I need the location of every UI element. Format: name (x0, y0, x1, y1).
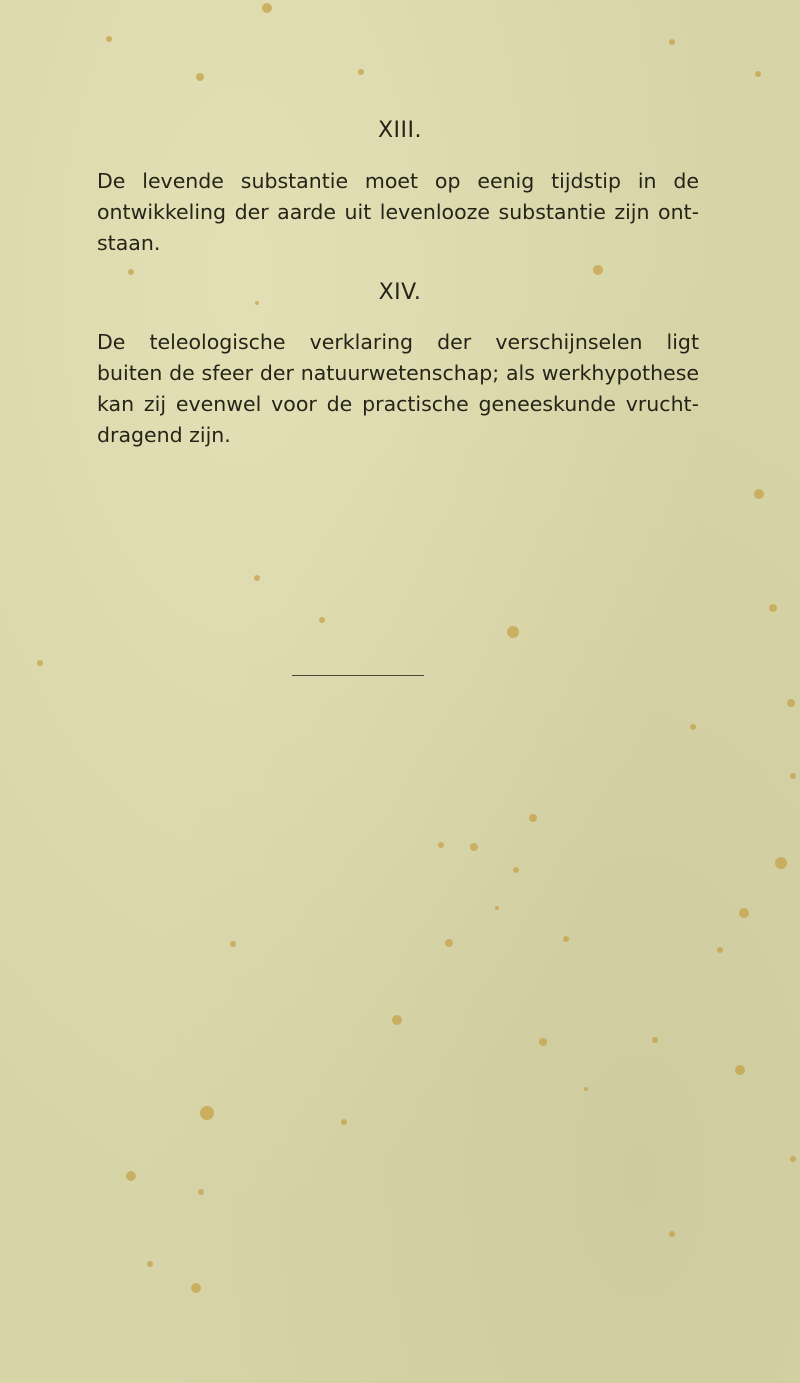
paragraph-line: ontwikkeling der aarde uit levenlooze substantie zijn ont- (97, 200, 699, 224)
paragraph-line: buiten de sfeer der natuurwetenschap; als werkhypothese (97, 361, 699, 385)
horizontal-rule (292, 675, 424, 676)
paragraph-line: De teleologische verklaring der verschijnselen ligt (97, 330, 699, 354)
paragraph-line: De levende substantie moet op eenig tijdstip in de (97, 169, 699, 193)
section-heading-xiii: XIII. (377, 118, 423, 143)
paragraph-line: staan. (97, 231, 161, 255)
paragraph-line: dragend zijn. (97, 423, 231, 447)
section-heading-xiv: XIV. (378, 280, 422, 305)
paragraph-line: kan zij evenwel voor de practische geneeskunde vrucht- (97, 392, 699, 416)
section-paragraph-xiv (97, 327, 699, 451)
section-paragraph-xiii (97, 166, 699, 259)
